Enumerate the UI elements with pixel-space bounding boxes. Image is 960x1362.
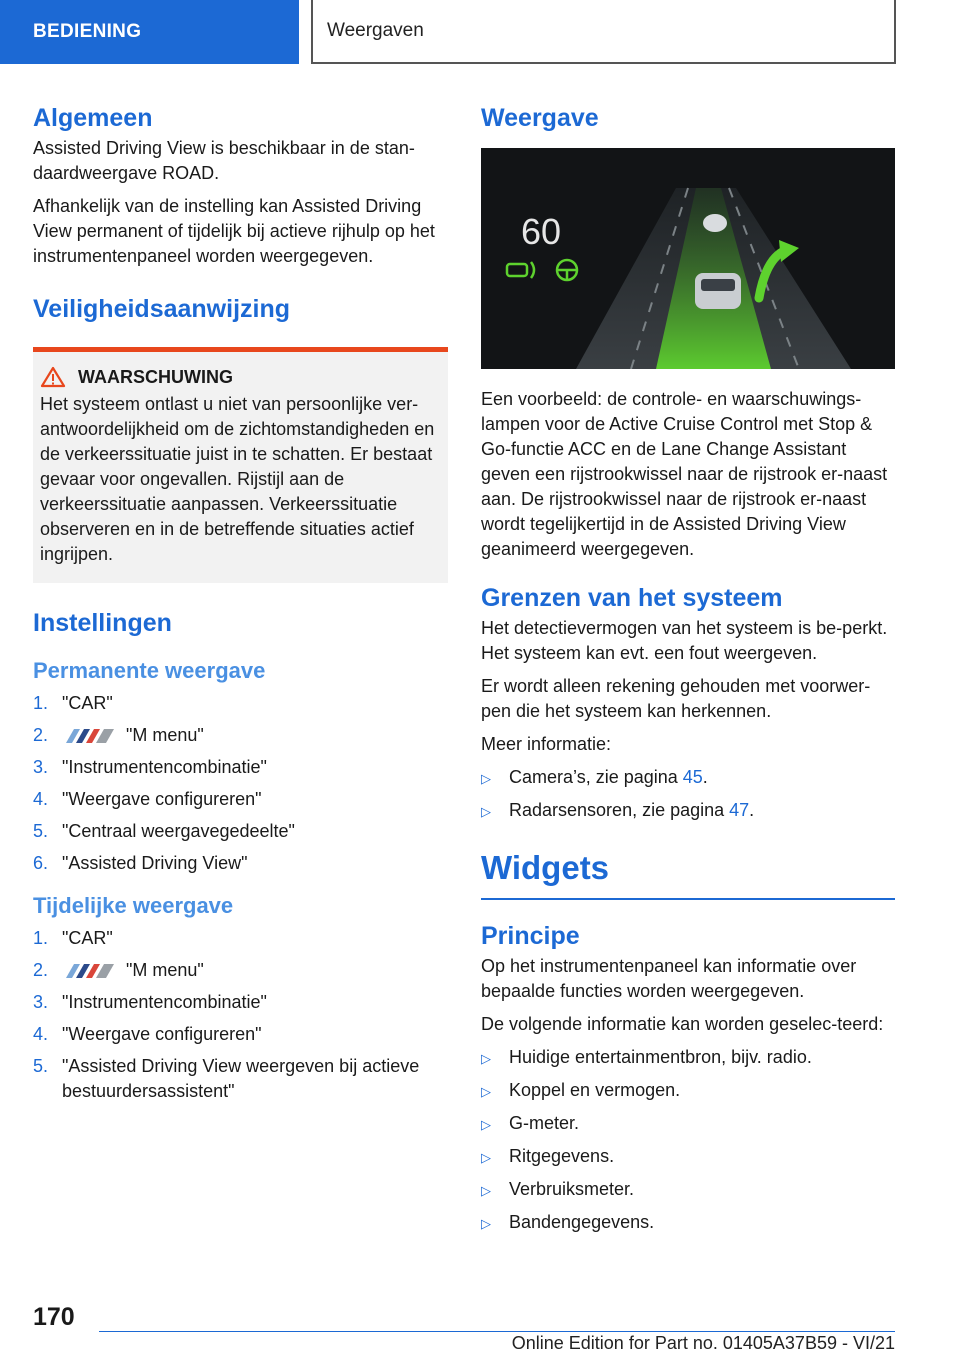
- heading-grenzen: Grenzen van het systeem: [481, 584, 783, 612]
- speed-readout: 60: [521, 211, 562, 252]
- step-number: 2.: [33, 960, 49, 980]
- list-item-text: Ritgegevens.: [509, 1146, 615, 1166]
- list-item: [481, 1111, 895, 1137]
- warning-header: [40, 366, 440, 388]
- step-text: "Assisted Driving View weergeven bij actieve bestuurdersassistent": [62, 1056, 420, 1101]
- list-item: [481, 1210, 895, 1236]
- step-text: "Centraal weergavegedeelte": [62, 821, 295, 841]
- heading-algemeen: Algemeen: [33, 104, 153, 132]
- list-item: [33, 926, 448, 951]
- page-number: 170: [33, 1303, 75, 1331]
- bullet-triangle-icon: ▷: [481, 1084, 491, 1099]
- heading-tijdelijke-weergave: Tijdelijke weergave: [33, 893, 234, 918]
- list-item: [481, 1177, 895, 1203]
- step-number: 3.: [33, 992, 49, 1012]
- list-item: [33, 990, 448, 1015]
- step-text: "Instrumentencombinatie": [62, 757, 267, 777]
- principe-paragraph-2: De volgende informatie kan worden geselec‐teerd:: [481, 1014, 884, 1034]
- step-text: "Instrumentencombinatie": [62, 992, 267, 1012]
- m-logo-icon: [62, 729, 116, 743]
- m-logo-icon: [62, 964, 116, 978]
- step-number: 3.: [33, 757, 49, 777]
- algemeen-paragraph-1: Assisted Driving View is beschikbaar in de stan‐daardweergave ROAD.: [33, 138, 415, 183]
- step-text: "Assisted Driving View": [62, 853, 248, 873]
- list-item: [33, 1054, 448, 1104]
- footer-rule: [99, 1331, 895, 1332]
- heading-veiligheidsaanwijzing: Veiligheidsaanwijzing: [33, 295, 291, 323]
- list-item: [33, 723, 448, 748]
- assisted-driving-view-figure: [481, 148, 895, 369]
- list-item-text: Bandengegevens.: [509, 1212, 655, 1232]
- step-number: 6.: [33, 853, 49, 873]
- step-text: "CAR": [62, 693, 113, 713]
- footer-edition: Online Edition for Part no. 01405A37B59 - VI/21: [511, 1333, 895, 1353]
- list-item: [481, 798, 895, 824]
- principe-paragraph-1: Op het instrumentenpaneel kan informatie over bepaalde functies worden weergegeven.: [481, 956, 857, 1001]
- references-list: [481, 765, 895, 824]
- list-item: [33, 819, 448, 844]
- bullet-triangle-icon: ▷: [481, 1183, 491, 1198]
- heading-widgets: Widgets: [481, 849, 610, 886]
- list-item: [33, 1022, 448, 1047]
- step-number: 5.: [33, 821, 49, 841]
- page-link-radarsensoren[interactable]: 47: [729, 800, 750, 820]
- step-number: 1.: [33, 693, 49, 713]
- step-number: 2.: [33, 725, 49, 745]
- bullet-triangle-icon: ▷: [481, 804, 491, 819]
- section-divider: [481, 898, 895, 900]
- warning-box: [33, 347, 448, 583]
- list-item-text: Verbruiksmeter.: [509, 1179, 635, 1199]
- grenzen-paragraph-1: Het detectievermogen van het systeem is be‐perkt. Het systeem kan evt. een fout weergeven.: [481, 618, 888, 663]
- bullet-triangle-icon: ▷: [481, 1150, 491, 1165]
- list-item: [481, 1144, 895, 1170]
- reference-suffix: .: [749, 800, 755, 820]
- step-text: "Weergave configureren": [62, 789, 262, 809]
- heading-principe: Principe: [481, 922, 580, 950]
- list-item: [33, 691, 448, 716]
- algemeen-paragraph-2: Afhankelijk van de instelling kan Assisted Driving View permanent of tijdelijk bij actieve rijhulp op het instrumentenpaneel worden weergegeven.: [33, 196, 435, 266]
- list-item-text: G-meter.: [509, 1113, 580, 1133]
- right-column: [481, 100, 895, 1243]
- list-item: [33, 851, 448, 876]
- reference-text: Camera’s, zie pagina: [509, 767, 683, 787]
- step-number: 5.: [33, 1056, 49, 1076]
- warning-triangle-icon: [40, 366, 66, 388]
- list-item: [33, 787, 448, 812]
- step-number: 1.: [33, 928, 49, 948]
- list-item: [481, 765, 895, 791]
- heading-weergave: Weergave: [481, 104, 599, 132]
- page-link-cameras[interactable]: 45: [682, 767, 703, 787]
- reference-suffix: .: [702, 767, 708, 787]
- warning-text: Het systeem ontlast u niet van persoonlijke ver‐antwoordelijkheid om de zichtomstandigheden en de verkeerssituatie juist in te schatten. Er bestaat gevaar voor ongevallen. Rijstijl aan de verkeerssituatie aanpassen. Verkeerssituatie observeren en in de betreffende situaties actief ingrijpen.: [40, 394, 435, 564]
- list-item-text: Koppel en vermogen.: [509, 1080, 681, 1100]
- section-tab: BEDIENING: [0, 0, 299, 64]
- list-item: [33, 958, 448, 983]
- permanent-steps-list: [33, 691, 448, 876]
- left-column: [33, 100, 448, 1111]
- warning-title: WAARSCHUWING: [78, 366, 233, 387]
- heading-permanente-weergave: Permanente weergave: [33, 658, 266, 683]
- list-item-text: Huidige entertainmentbron, bijv. radio.: [509, 1047, 812, 1067]
- figure-caption: Een voorbeeld: de controle- en waarschuwings‐lampen voor de Active Cruise Control met Stop & Go-functie ACC en de Lane Change Assistant geven een rijstrookwissel naar de rijstrook er‐naast aan. De rijstrookwissel naar de rijstrook er‐naast wordt tegelijkertijd in de Assisted Driving View geanimeerd weergegeven.: [481, 389, 888, 559]
- bullet-triangle-icon: ▷: [481, 1051, 491, 1066]
- step-number: 4.: [33, 789, 49, 809]
- temporary-steps-list: [33, 926, 448, 1104]
- grenzen-paragraph-3: Meer informatie:: [481, 734, 612, 754]
- heading-instellingen: Instellingen: [33, 609, 172, 637]
- list-item: [33, 755, 448, 780]
- step-number: 4.: [33, 1024, 49, 1044]
- bullet-triangle-icon: ▷: [481, 1117, 491, 1132]
- widget-options-list: [481, 1045, 895, 1236]
- grenzen-paragraph-2: Er wordt alleen rekening gehouden met voorwer‐pen die het systeem kan herkennen.: [481, 676, 871, 721]
- list-item: [481, 1045, 895, 1071]
- step-text: "CAR": [62, 928, 113, 948]
- page-header-title: Weergaven: [311, 0, 896, 64]
- step-text: "M menu": [126, 725, 204, 745]
- reference-text: Radarsensoren, zie pagina: [509, 800, 730, 820]
- list-item: [481, 1078, 895, 1104]
- step-text: "Weergave configureren": [62, 1024, 262, 1044]
- step-text: "M menu": [126, 960, 204, 980]
- bullet-triangle-icon: ▷: [481, 771, 491, 786]
- bullet-triangle-icon: ▷: [481, 1216, 491, 1231]
